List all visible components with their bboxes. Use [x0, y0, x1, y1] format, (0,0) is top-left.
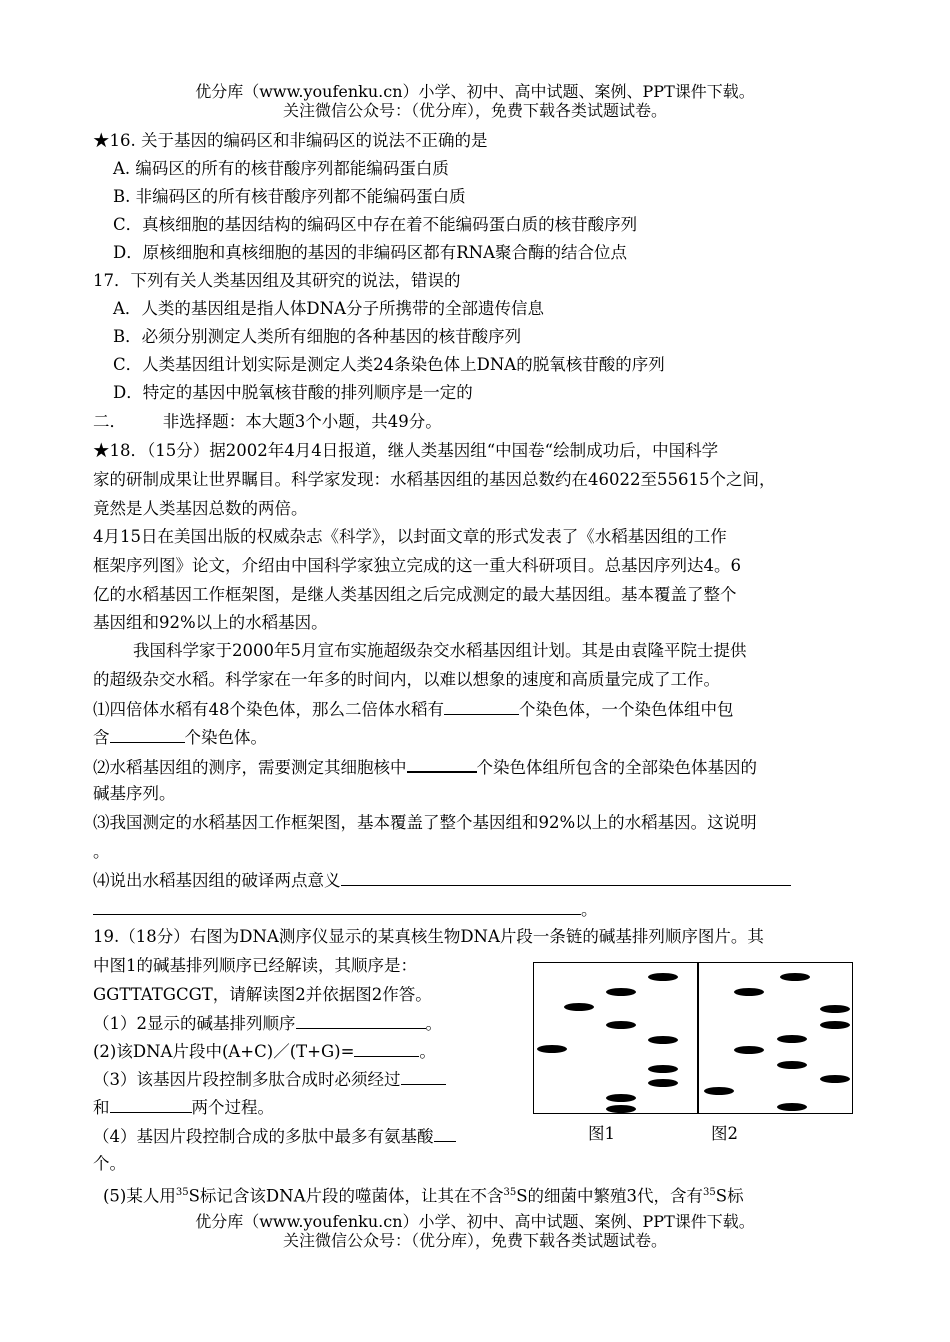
dna-sequencing-gel-figure	[533, 962, 853, 1114]
q19-sub5-text-c: S的细菌中繁殖3代，含有	[516, 1186, 704, 1206]
gel1-band	[606, 988, 636, 996]
q18-p1-line2: 家的研制成果让世界瞩目。科学家发现：水稻基因组的基因总数约在46022至55615个之间，	[93, 470, 776, 489]
gel2-band	[777, 1035, 807, 1043]
figure-1-label: 图1	[588, 1124, 615, 1143]
gel2-band	[820, 1005, 850, 1013]
q19-sub4-text-a: （4）基因片段控制合成的多肽中最多有氨基酸	[93, 1127, 434, 1146]
q19-sub1-end: 。	[425, 1014, 442, 1033]
q17-stem: 17．下列有关人类基因组及其研究的说法，错误的	[93, 271, 461, 290]
q18-sub2-text-a: ⑵水稻基因组的测序，需要测定其细胞核中	[93, 758, 407, 777]
q16-option-a: A. 编码区的所有的核苷酸序列都能编码蛋白质	[113, 159, 449, 178]
q18-sub4-text: ⑷说出水稻基因组的破译两点意义	[93, 871, 341, 890]
section-2-heading: 二． 非选择题：本大题3个小题，共49分。	[93, 412, 442, 431]
q19-sub5-sup-1: 35	[175, 1187, 189, 1198]
q18-sub4-blank-2[interactable]	[93, 898, 581, 915]
gel1-band	[606, 1021, 636, 1029]
q18-sub4-end: 。	[581, 900, 598, 919]
q19-sub5-sup-2: 35	[503, 1187, 517, 1198]
gel2-band	[780, 973, 810, 981]
q18-sub4-line2	[93, 898, 598, 921]
gel1-band	[606, 1094, 636, 1102]
gel2-band	[704, 1087, 734, 1095]
q18-sub3-line1: ⑶我国测定的水稻基因工作框架图，基本覆盖了整个基因组和92%以上的水稻基因。这说明	[93, 813, 757, 832]
q19-sub3-text-c: 两个过程。	[191, 1098, 274, 1117]
gel1-band	[648, 1065, 678, 1073]
q16-option-b: B. 非编码区的所有核苷酸序列都不能编码蛋白质	[113, 187, 466, 206]
q19-sub1	[93, 1012, 442, 1035]
q19-sub3-line1	[93, 1068, 446, 1091]
q18-sub4-blank-1[interactable]	[341, 869, 791, 886]
q18-sub2-text-b: 个染色体组所包含的全部染色体基因的	[476, 758, 757, 777]
q19-sub4-line2: 个。	[93, 1154, 126, 1173]
q19-line2: 中图1的碱基排列顺序已经解读，其顺序是：	[93, 956, 417, 975]
q19-sub3-blank-2[interactable]	[110, 1096, 192, 1113]
gel2-band	[777, 1103, 807, 1111]
q18-sub2-line2: 碱基序列。	[93, 784, 176, 803]
q17-option-a: A．人类的基因组是指人体DNA分子所携带的全部遗传信息	[113, 299, 544, 318]
q18-p2-line1: 4月15日在美国出版的权威杂志《科学》，以封面文章的形式发表了《水稻基因组的工作	[93, 527, 727, 546]
gel-divider	[697, 963, 699, 1113]
q19-sub3-text-a: （3）该基因片段控制多肽合成时必须经过	[93, 1070, 401, 1089]
gel2-band	[820, 1021, 850, 1029]
q19-sub4-blank[interactable]	[434, 1125, 456, 1142]
gel1-band	[564, 1003, 594, 1011]
q19-sub4-line1	[93, 1125, 456, 1148]
gel2-band	[820, 1075, 850, 1083]
gel2-band	[734, 1046, 764, 1054]
q18-sub1-text-d: 个染色体。	[184, 728, 267, 747]
q17-option-c: C．人类基因组计划实际是测定人类24条染色体上DNA的脱氧核苷酸的序列	[113, 355, 665, 374]
q19-sub5-line1	[103, 1182, 744, 1208]
footer-line-1: 优分库（www.youfenku.cn）小学、初中、高中试题、案例、PPT课件下载。	[195, 1212, 755, 1231]
gel2-band	[777, 1061, 807, 1069]
q18-p2-line4: 基因组和92%以上的水稻基因。	[93, 613, 328, 632]
q19-sub3-line2	[93, 1096, 274, 1119]
q18-sub1-text-a: ⑴四倍体水稻有48个染色体，那么二倍体水稻有	[93, 700, 444, 719]
gel1-band	[648, 973, 678, 981]
q18-sub1-line2	[93, 726, 267, 749]
q18-sub1-text-c: 含	[93, 728, 110, 747]
q18-sub2-line1	[93, 755, 757, 779]
q19-sub2-blank[interactable]	[354, 1040, 419, 1057]
q18-sub1-text-b: 个染色体，一个染色体组中包	[519, 700, 734, 719]
q18-p3-line1: 我国科学家于2000年5月宣布实施超级杂交水稻基因组计划。其是由袁隆平院士提供	[133, 641, 747, 660]
q18-p3-line2: 的超级杂交水稻。科学家在一年多的时间内，以难以想象的速度和高质量完成了工作。	[93, 670, 720, 689]
q19-line3: GGTTATGCGT，请解读图2并依据图2作答。	[93, 985, 432, 1004]
gel1-band	[648, 1079, 678, 1087]
q19-sub3-blank-1[interactable]	[401, 1068, 446, 1085]
q19-line1: 19.（18分）右图为DNA测序仪显示的某真核生物DNA片段一条链的碱基排列顺序图片。其	[93, 927, 764, 946]
q16-option-c: C．真核细胞的基因结构的编码区中存在着不能编码蛋白质的核苷酸序列	[113, 215, 638, 234]
q19-sub5-text-d: S标	[715, 1186, 744, 1206]
q16-stem: ★16. 关于基因的编码区和非编码区的说法不正确的是	[93, 131, 488, 150]
q18-sub2-blank[interactable]	[407, 755, 477, 773]
q18-sub4-line1	[93, 869, 791, 892]
q19-sub5-text-b: S标记含该DNA片段的噬菌体，让其在不含	[188, 1186, 504, 1206]
footer-line-2: 关注微信公众号：（优分库），免费下载各类试题试卷。	[282, 1231, 667, 1250]
gel1-band	[606, 1105, 636, 1113]
gel1-band	[537, 1045, 567, 1053]
gel1-band	[648, 1036, 678, 1044]
q18-p1-line1: ★18．（15分）据2002年4月4日报道，继人类基因组“中国卷“绘制成功后，中国科学	[93, 441, 719, 460]
q18-sub1-blank-1[interactable]	[444, 698, 519, 715]
q19-sub1-text: （1）2显示的碱基排列顺序	[93, 1014, 296, 1033]
q18-p1-line3: 竟然是人类基因总数的两倍。	[93, 499, 308, 518]
q16-option-d: D．原核细胞和真核细胞的基因的非编码区都有RNA聚合酶的结合位点	[113, 243, 628, 262]
q19-sub1-blank[interactable]	[296, 1012, 426, 1029]
gel2-band	[734, 988, 764, 996]
q19-sub3-text-b: 和	[93, 1098, 110, 1117]
q18-sub1-blank-2[interactable]	[110, 726, 185, 743]
q19-sub5-sup-3: 35	[703, 1187, 716, 1198]
q18-p2-line2: 框架序列图》论文，介绍由中国科学家独立完成的这一重大科研项目。总基因序列达4。6	[93, 556, 741, 575]
figure-2-label: 图2	[711, 1124, 738, 1143]
q19-sub2-text: (2)该DNA片段中(A+C)／(T+G)=	[93, 1042, 355, 1061]
header-line-2: 关注微信公众号：（优分库），免费下载各类试题试卷。	[282, 101, 667, 120]
q18-sub3-line2: 。	[93, 842, 110, 861]
q17-option-d: D．特定的基因中脱氧核苷酸的排列顺序是一定的	[113, 383, 473, 402]
q19-sub2	[93, 1040, 436, 1063]
q17-option-b: B．必须分别测定人类所有细胞的各种基因的核苷酸序列	[113, 327, 522, 346]
q18-p2-line3: 亿的水稻基因工作框架图，是继人类基因组之后完成测定的最大基因组。基本覆盖了整个	[93, 585, 737, 604]
header-line-1: 优分库（www.youfenku.cn）小学、初中、高中试题、案例、PPT课件下载。	[195, 82, 755, 101]
q19-sub5-text-a: (5)某人用	[103, 1186, 176, 1206]
q19-sub2-end: 。	[419, 1042, 436, 1061]
q18-sub1-line1	[93, 698, 734, 721]
